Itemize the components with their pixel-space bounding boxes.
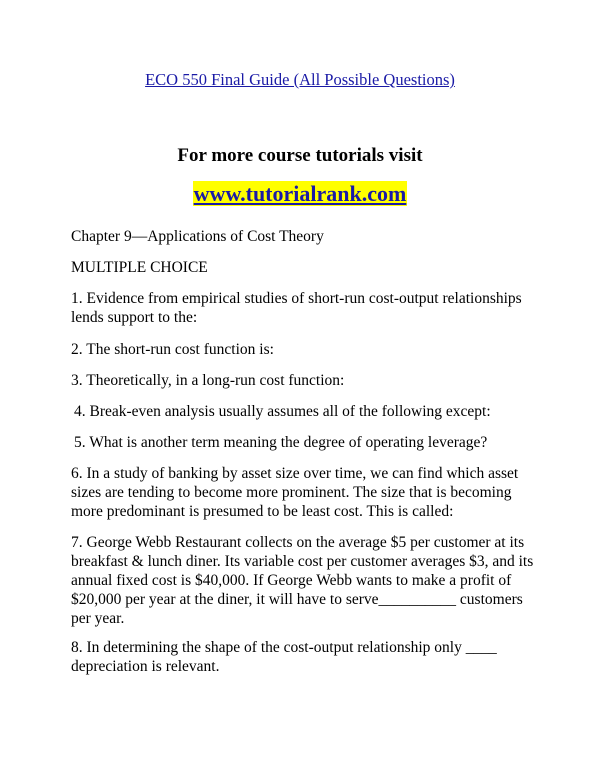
section-heading: MULTIPLE CHOICE: [71, 259, 208, 276]
question-6: 6. In a study of banking by asset size over time, we can find which asset sizes are tending to become more prominent. The size that is becoming more predominant is presumed to be least cost. This is called:: [71, 465, 519, 520]
question-7: 7. George Webb Restaurant collects on the average $5 per customer at its breakfast & lunch diner. Its variable cost per customer averages $3, and its annual fixed cost is $40,000. If George Webb wants to make a profit of $20,000 per year at the diner, it will have to serve__________ customers per year.: [71, 534, 534, 627]
chapter-heading: Chapter 9—Applications of Cost Theory: [71, 228, 324, 245]
promo-text: For more course tutorials visit: [177, 145, 423, 166]
guide-title-link[interactable]: ECO 550 Final Guide (All Possible Questions): [145, 70, 455, 89]
question-8: 8. In determining the shape of the cost-output relationship only ____ depreciation is relevant.: [71, 639, 497, 675]
question-3: 3. Theoretically, in a long-run cost function:: [71, 372, 345, 389]
question-2: 2. The short-run cost function is:: [71, 341, 274, 358]
website-line: [0, 181, 600, 207]
website-link[interactable]: www.tutorialrank.com: [193, 181, 407, 206]
question-4: 4. Break-even analysis usually assumes all of the following except:: [74, 403, 491, 420]
question-5: 5. What is another term meaning the degree of operating leverage?: [74, 434, 488, 451]
question-1: 1. Evidence from empirical studies of short-run cost-output relationships lends support to the:: [71, 290, 522, 326]
